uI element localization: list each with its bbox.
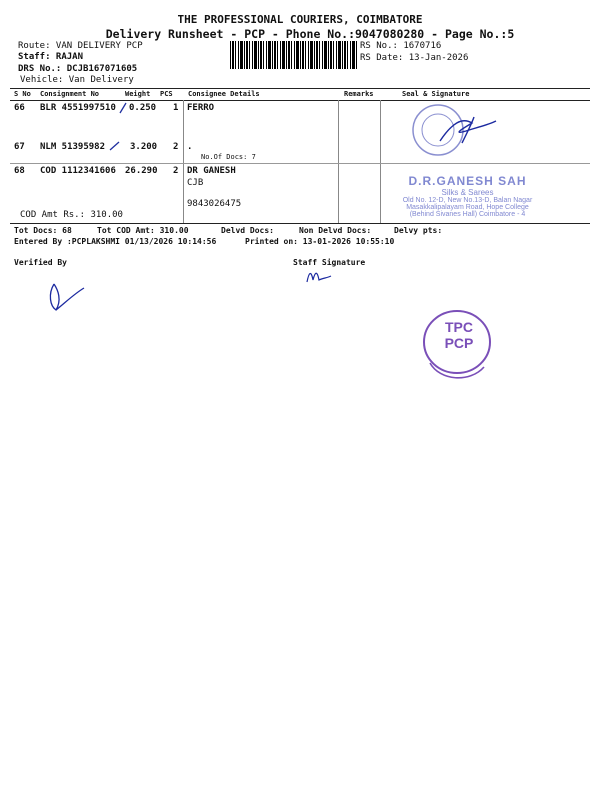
row-pcs: 2 [173, 142, 179, 152]
route-label: Route: VAN DELIVERY PCP [18, 41, 143, 51]
row-city: CJB [187, 178, 204, 188]
runsheet-title: Delivery Runsheet - PCP - Phone No.:9047080280 - Page No.:5 [105, 27, 515, 41]
tick-mark-icon [109, 140, 121, 152]
table-bottom-rule [10, 223, 590, 224]
col-separator [338, 100, 339, 223]
col-header-remarks: Remarks [344, 90, 374, 98]
table-header-rule [10, 100, 590, 101]
total-docs: Tot Docs: 68 [14, 226, 72, 235]
tick-mark-icon [118, 101, 128, 115]
address-stamp [380, 174, 555, 218]
row-consignment-no: NLM 51395982 [40, 142, 106, 152]
company-title: THE PROFESSIONAL COURIERS, COIMBATORE [177, 13, 423, 26]
col-separator [183, 100, 184, 223]
row-weight: 26.290 [125, 166, 158, 176]
staff-label: Staff: RAJAN [18, 52, 84, 62]
stamp-name: D.R.GANESH SAH [408, 174, 527, 188]
non-delivered-docs: Non Delvd Docs: [299, 226, 372, 235]
row-consignee: DR GANESH [187, 166, 236, 176]
drs-label: DRS No.: DCJB167071605 [18, 64, 138, 74]
row-phone: 9843026475 [187, 199, 242, 209]
row-pcs: 2 [173, 166, 179, 176]
col-header-weight: Weight [125, 90, 151, 98]
stamp-line: (Behind Sivanes Hall) Coimbatore - 4 [409, 211, 526, 218]
staff-signature-scribble [305, 266, 335, 286]
row-weight: 3.200 [130, 142, 158, 152]
printed-on: Printed on: 13-01-2026 10:55:10 [245, 237, 395, 246]
col-header-consignment: Consignment No [40, 90, 100, 98]
total-cod-amount: Tot COD Amt: 310.00 [97, 226, 189, 235]
col-header-consignee: Consignee Details [188, 90, 260, 98]
vehicle-label: Vehicle: Van Delivery [20, 75, 134, 85]
row-sno: 67 [14, 142, 25, 152]
verified-by-label: Verified By [14, 258, 67, 267]
entered-by: Entered By :PCPLAKSHMI 01/13/2026 10:14:56 [14, 237, 217, 246]
stamp-line: Masakkalipalayam Road, Hope College [406, 204, 529, 211]
stamp-line: Old No. 12-D, New No.13-D, Balan Nagar [402, 197, 533, 204]
row-weight: 0.250 [129, 103, 157, 113]
cod-amount: COD Amt Rs.: 310.00 [20, 210, 123, 220]
tpc-stamp-line: PCP [444, 335, 474, 351]
tpc-stamp-line: TPC [445, 319, 473, 335]
verifier-signature [40, 280, 90, 320]
col-header-seal: Seal & Signature [402, 90, 470, 98]
table-top-rule [10, 88, 590, 89]
stamp-line: Silks & Sarees [441, 188, 494, 197]
col-header-sno: S No [14, 90, 31, 98]
row-consignment-no: COD 1112341606 [40, 166, 116, 176]
row-separator [10, 163, 590, 164]
signature-scribble [432, 113, 502, 153]
row-sno: 68 [14, 166, 25, 176]
staff-signature-label: Staff Signature [293, 258, 366, 267]
row-consignee: . [187, 142, 193, 152]
col-header-pcs: PCS [160, 90, 173, 98]
row-consignment-no: BLR 4551997510 [40, 103, 116, 113]
barcode [230, 41, 358, 69]
row-doc-count: No.Of Docs: 7 [201, 153, 256, 161]
row-sno: 66 [14, 103, 25, 113]
row-pcs: 1 [173, 103, 179, 113]
rs-date: RS Date: 13-Jan-2026 [360, 53, 469, 63]
delivery-points: Delvy pts: [394, 226, 443, 235]
rs-number: RS No.: 1670716 [360, 41, 442, 51]
delivered-docs: Delvd Docs: [221, 226, 274, 235]
tpc-stamp-text [438, 319, 480, 351]
row-consignee: FERRO [187, 103, 215, 113]
